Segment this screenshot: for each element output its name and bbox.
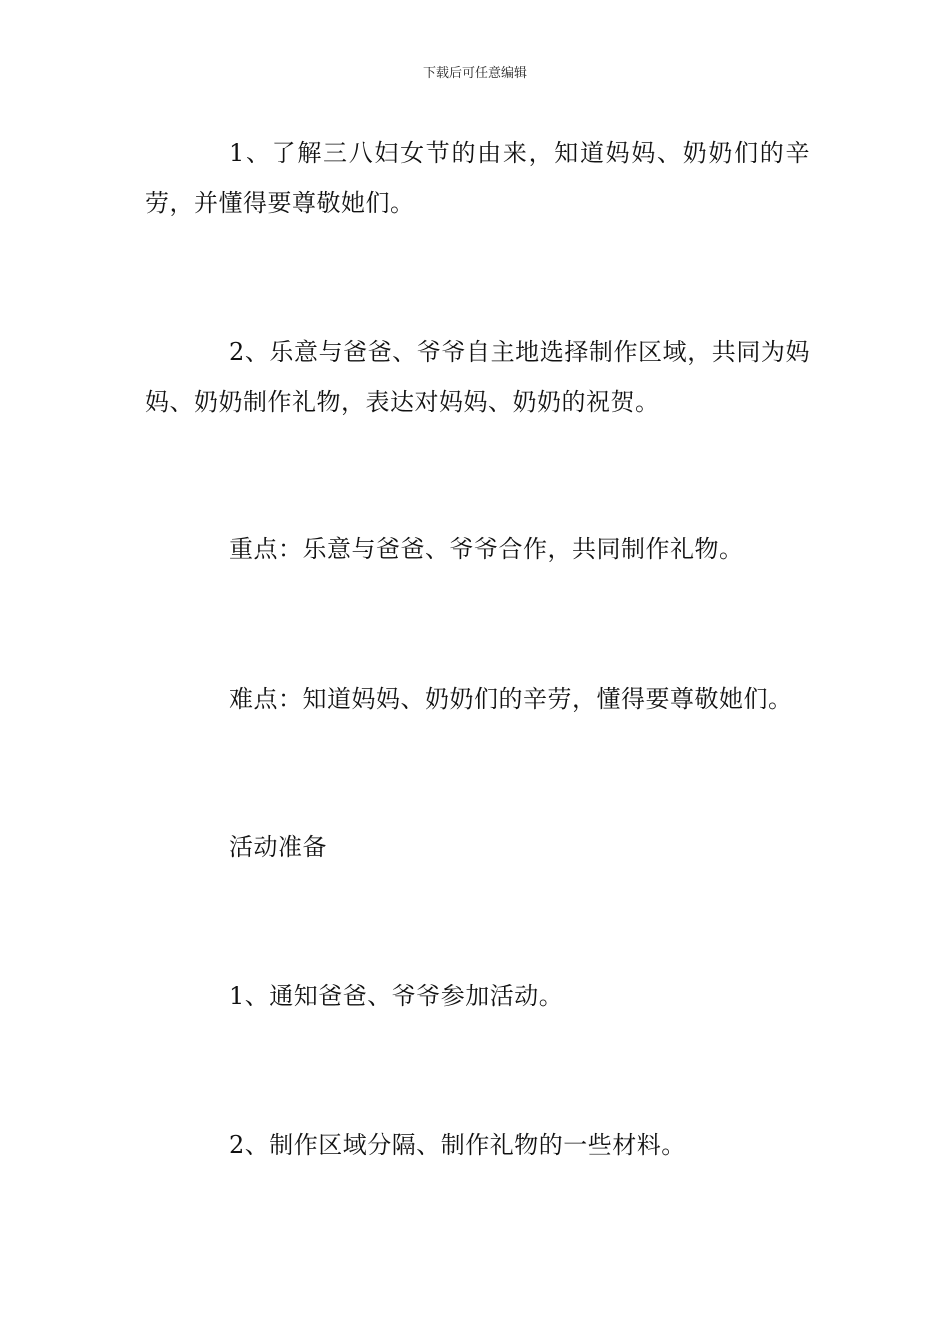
paragraph-goal-2: 2、乐意与爸爸、爷爷自主地选择制作区域，共同为妈妈、奶奶制作礼物，表达对妈妈、奶奶的祝贺。 (145, 338, 810, 416)
paragraph-prep-2: 2、制作区域分隔、制作礼物的一些材料。 (229, 1131, 686, 1159)
paragraph-difficulty: 难点：知道妈妈、奶奶们的辛劳，懂得要尊敬她们。 (229, 685, 793, 713)
paragraph-key-point: 重点：乐意与爸爸、爷爷合作，共同制作礼物。 (229, 535, 744, 563)
section-heading-preparation: 活动准备 (229, 833, 327, 861)
paragraph-goal-1: 1、了解三八妇女节的由来，知道妈妈、奶奶们的辛劳，并懂得要尊敬她们。 (145, 139, 810, 217)
page-header: 下载后可任意编辑 (422, 66, 527, 81)
paragraph-prep-1: 1、通知爸爸、爷爷参加活动。 (229, 982, 564, 1010)
